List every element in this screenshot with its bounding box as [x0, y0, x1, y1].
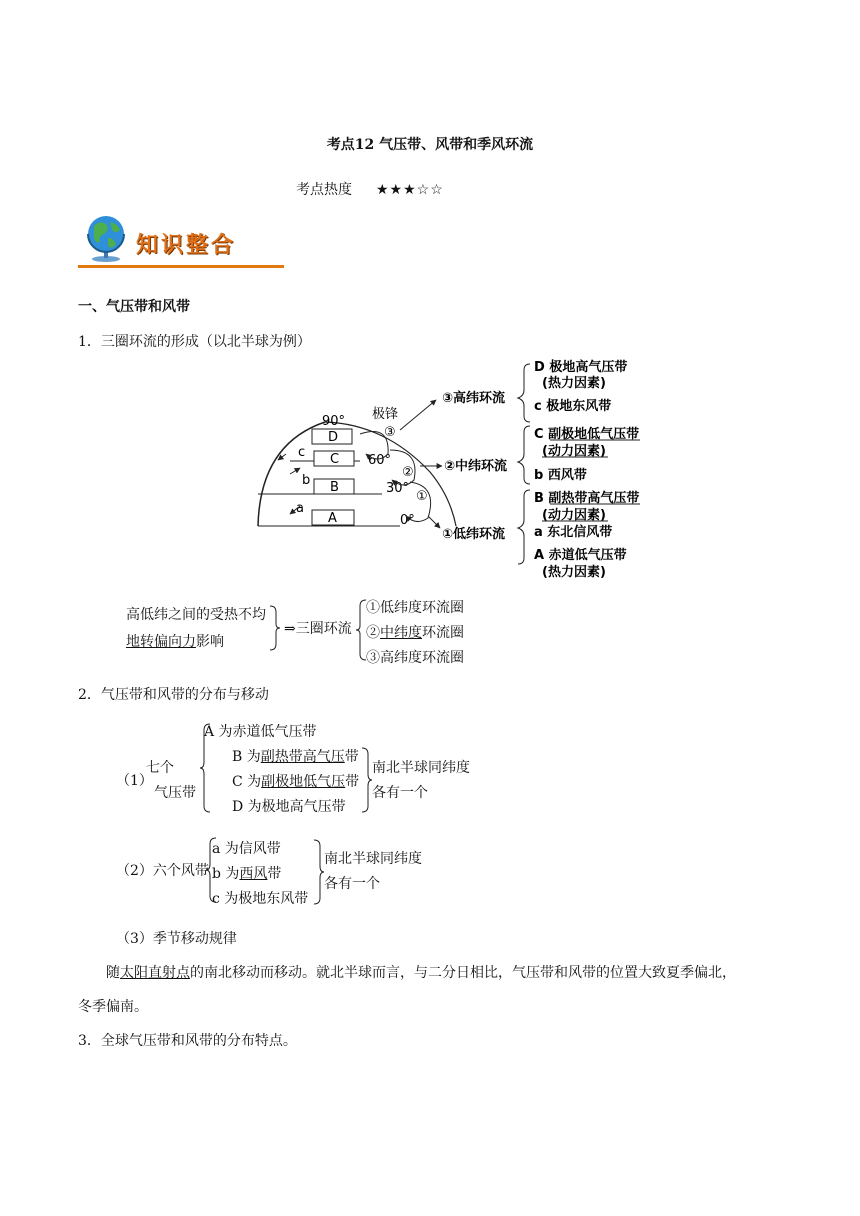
- pressure-row-A: A 为赤道低气压带: [204, 724, 317, 740]
- wind-c: c: [298, 445, 306, 460]
- item-3-label: 3．全球气压带和风带的分布特点。: [78, 1033, 297, 1049]
- lat-90: 90°: [322, 414, 346, 429]
- wind-a: a: [296, 501, 304, 516]
- circle-mark-3: ③: [384, 425, 396, 440]
- lat-60: 60°: [368, 453, 392, 468]
- page-title: 考点12 气压带、风带和季风环流: [326, 137, 534, 153]
- pressure-row-C: C 为副极地低气压带: [232, 774, 360, 790]
- heat-label: 考点热度: [296, 182, 352, 198]
- cell-mid-circle: ②中纬度环流圈: [366, 625, 464, 641]
- season-label: （3）季节移动规律: [116, 931, 237, 947]
- cell-low-circle: ①低纬度环流圈: [366, 600, 464, 616]
- belt-A: A: [328, 511, 337, 526]
- wind-b: b: [302, 473, 311, 488]
- pressure-num: （1）: [116, 773, 153, 789]
- high-D: D 极地高气压带: [534, 360, 628, 375]
- banner-underline: [78, 265, 284, 268]
- wind-label: （2）六个风带: [116, 863, 209, 879]
- pressure-right-1: 南北半球同纬度: [372, 760, 470, 776]
- banner-title: 知识整合: [136, 233, 237, 258]
- wind-row-a: a 为信风带: [212, 841, 281, 857]
- cell-high-circle: ③高纬度环流圈: [366, 650, 464, 666]
- brace-left-1: [268, 604, 282, 652]
- low-a: a 东北信风带: [534, 525, 613, 540]
- mid-C-factor: (动力因素): [542, 444, 606, 459]
- three-cell-result: ⇒三圈环流: [284, 621, 352, 637]
- globe-icon: [80, 212, 132, 264]
- belt-D: D: [328, 430, 339, 445]
- cause-2-rest: 影响: [196, 634, 224, 650]
- lat-30: 30°: [386, 481, 410, 496]
- pole-front-label: 极锋: [372, 407, 399, 422]
- wind-row-b: b 为西风带: [212, 866, 282, 882]
- high-c: c 极地东风带: [534, 399, 612, 414]
- pressure-left-2: 气压带: [154, 785, 196, 801]
- cause-2-underlined: 地转偏向力: [126, 634, 196, 650]
- section-banner: [78, 212, 284, 268]
- heat-rating: [296, 179, 444, 199]
- mid-C: C 副极地低气压带: [534, 427, 640, 442]
- cause-2: [126, 631, 224, 651]
- season-paragraph-line1: 随太阳直射点的南北移动而移动。就北半球而言，与二分日相比，气压带和风带的位置大致夏季偏北，: [106, 965, 736, 981]
- three-cell-circulation-diagram: [250, 354, 670, 584]
- low-B: B 副热带高气压带: [534, 491, 640, 506]
- cause-1: 高低纬之间的受热不均: [126, 607, 266, 623]
- low-A: A 赤道低气压带: [534, 548, 627, 563]
- cell-mid: ②中纬环流: [444, 459, 508, 474]
- pressure-row-D: D 为极地高气压带: [232, 799, 346, 815]
- section-heading: 一、气压带和风带: [78, 299, 190, 315]
- cell-low: ①低纬环流: [442, 527, 506, 542]
- pressure-right-2: 各有一个: [372, 785, 428, 801]
- lat-0: 0°: [400, 513, 415, 528]
- pressure-row-B: B 为副热带高气压带: [232, 749, 359, 765]
- cell-high: ③高纬环流: [442, 391, 506, 406]
- wind-right-2: 各有一个: [324, 876, 380, 892]
- item-2-label: 2．气压带和风带的分布与移动: [78, 687, 269, 703]
- heat-stars: ★★★☆☆: [376, 182, 444, 198]
- high-D-factor: (热力因素): [542, 376, 606, 391]
- pressure-left-1: 七个: [146, 760, 174, 776]
- wind-row-c: c 为极地东风带: [212, 891, 309, 907]
- circle-mark-1: ①: [416, 489, 428, 504]
- wind-right-1: 南北半球同纬度: [324, 851, 422, 867]
- season-paragraph-line2: 冬季偏南。: [78, 999, 148, 1015]
- low-A-factor: (热力因素): [542, 565, 606, 580]
- belt-C: C: [330, 452, 340, 467]
- low-B-factor: (动力因素): [542, 508, 606, 523]
- mid-b: b 西风带: [534, 468, 587, 483]
- belt-B: B: [330, 480, 339, 495]
- circle-mark-2: ②: [402, 465, 414, 480]
- item-1-label: 1．三圈环流的形成（以北半球为例）: [78, 334, 311, 350]
